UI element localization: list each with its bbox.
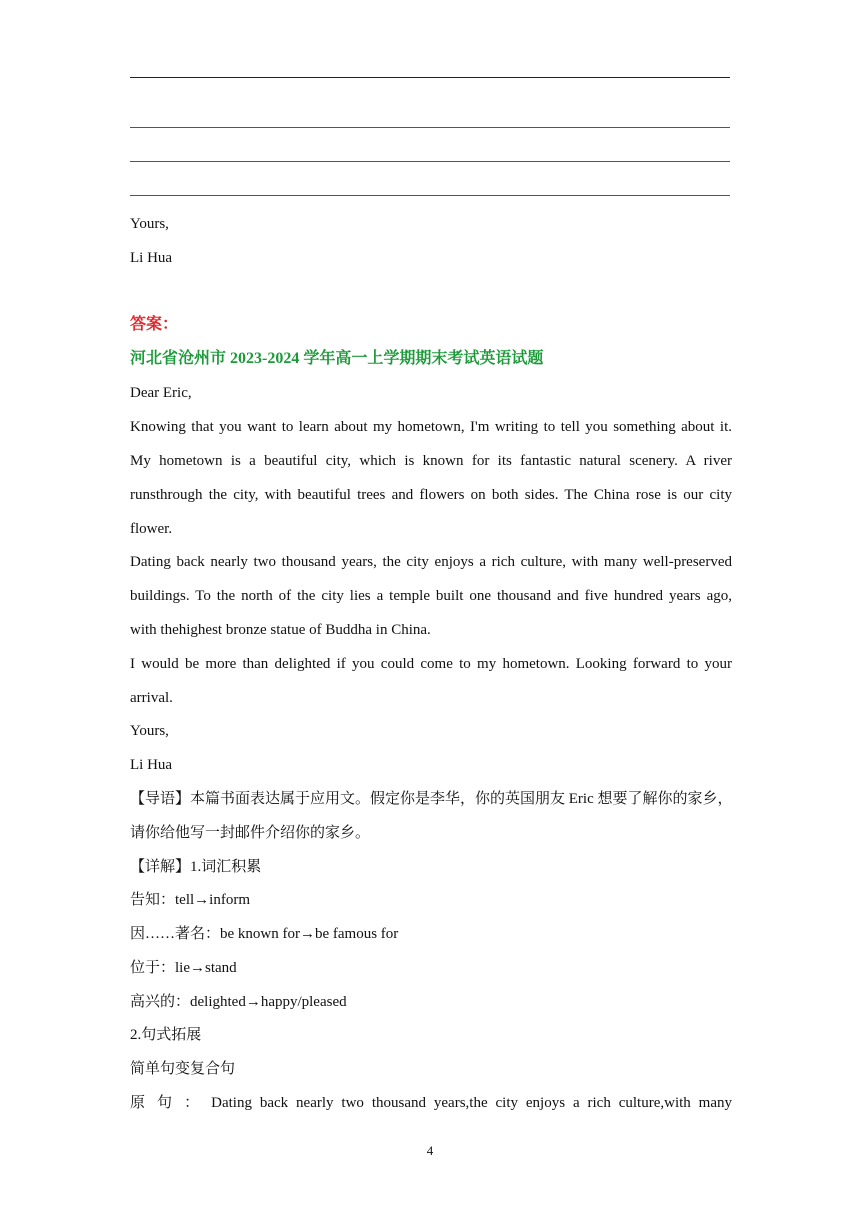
- vocab-item: 位于：lie→stand: [130, 960, 237, 976]
- essay-line: arrival.: [130, 690, 173, 706]
- essay-signature: Li Hua: [130, 757, 173, 773]
- essay-line: Knowing that you want to learn about my hometown, I'm writing to tell you something about it.: [130, 419, 732, 435]
- essay-line: flower.: [130, 521, 173, 537]
- blank-line-3: [130, 195, 730, 196]
- section-subheading: 简单句变复合句: [130, 1061, 236, 1077]
- essay-line: I would be more than delighted if you could come to my hometown. Looking forward to your: [130, 656, 732, 672]
- answer-label: 答案：: [130, 316, 179, 333]
- guide-line-2: 请你给他写一封邮件介绍你的家乡。: [130, 825, 371, 841]
- essay-line: Dating back nearly two thousand years, the city enjoys a rich culture, with many well-preserved: [130, 554, 732, 570]
- essay-line: My hometown is a beautiful city, which is known for its fantastic natural scenery. A river: [130, 453, 732, 469]
- vocab-item: 高兴的：delighted→happy/pleased: [130, 994, 347, 1010]
- essay-line: runsthrough the city, with beautiful trees and flowers on both sides. The China rose is our city: [130, 487, 732, 503]
- guide-line-1: 【导语】本篇书面表达属于应用文。假定你是李华，你的英国朋友 Eric 想要了解你的家乡，: [130, 791, 733, 807]
- essay-line: buildings. To the north of the city lies a temple built one thousand and five hundred years ago,: [130, 588, 732, 604]
- letter-signature: Li Hua: [130, 250, 173, 266]
- essay-line: with thehighest bronze statue of Buddha in China.: [130, 622, 431, 638]
- rule-top: [130, 77, 730, 78]
- essay-closing: Yours,: [130, 723, 169, 739]
- letter-closing: Yours,: [130, 216, 169, 232]
- blank-line-2: [130, 161, 730, 162]
- blank-line-1: [130, 127, 730, 128]
- vocab-item: 告知：tell→inform: [130, 892, 250, 908]
- source-title: 河北省沧州市 2023-2024 学年高一上学期期末考试英语试题: [130, 350, 544, 367]
- essay-salutation: Dear Eric,: [130, 385, 192, 401]
- page-number: 4: [426, 1143, 434, 1158]
- original-sentence: 原 句 ： Dating back nearly two thousand years,the city enjoys a rich culture,with many: [130, 1095, 732, 1111]
- section-heading: 2.句式拓展: [130, 1027, 202, 1043]
- vocab-item: 因……著名：be known for→be famous for: [130, 926, 399, 942]
- detail-heading: 【详解】1.词汇积累: [130, 859, 262, 875]
